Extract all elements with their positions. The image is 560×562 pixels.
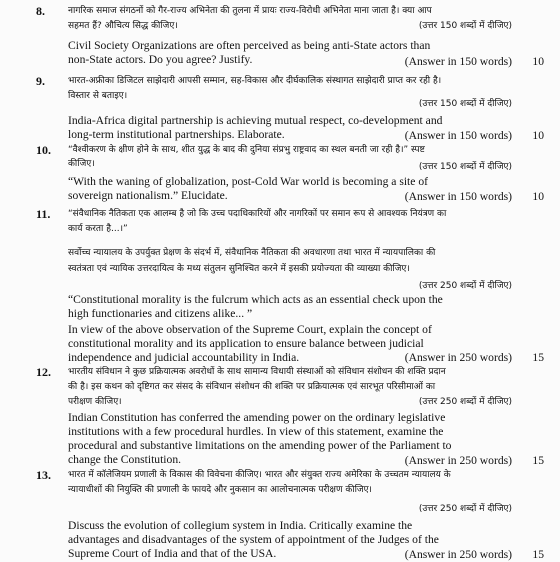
question-hindi-line: “वैश्वीकरण के क्षीण होने के साथ, शीत युद्ध के बाद की दुनिया संप्रभु राष्ट्रवाद का स्थल बनती जा रही है।” स्पष्ट [68,145,425,155]
hindi-word-limit: (उत्तर 150 शब्दों में दीजिए) [418,162,512,172]
english-word-limit: (Answer in 250 words) [404,454,512,467]
question-hindi-line: कीजिए। [68,159,95,169]
marks: 10 [532,129,544,142]
question-english-line: constitutional morality and its application to ensure balance between judicial [68,337,424,350]
question-english-line: Civil Society Organizations are often perceived as being anti-State actors than [68,39,431,52]
question-english-quote-line: high functionaries and citizens alike... ” [68,307,253,320]
question-english-line: advantages and disadvantages of the system of appointment of the Judges of the [68,533,439,546]
question-hindi-line: विस्तार से बताइए। [68,91,128,101]
english-word-limit: (Answer in 150 words) [404,129,512,142]
question-english-line: procedural and substantive limitations on the amending power of the Parliament to [68,439,452,452]
english-word-limit: (Answer in 250 words) [404,548,512,561]
question-hindi-line: की है। इस कथन को दृष्टिगत कर संसद के संविधान संशोधन की शक्ति पर प्रक्रियात्मक एवं सारभूत परिसीमाओं का [68,382,436,392]
question-hindi-line: सर्वोच्च न्यायालय के उपर्युक्त प्रेक्षण के संदर्भ में, संवैधानिक नैतिकता की अवधारणा तथा भारत में न्यायपालिका की [68,248,436,258]
question-english-line: In view of the above observation of the Supreme Court, explain the concept of [68,323,432,336]
question-hindi-line: भारतीय संविधान ने कुछ प्रक्रियात्मक अवरोधों के साथ सामान्य विधायी संस्थाओं को संविधान संशोधन की शक्ति प्रदान [68,367,446,377]
question-hindi-quote-line: “संवैधानिक नैतिकता एक आलम्ब है जो कि उच्च पदाधिकारियों और नागरिकों पर समान रूप से आवश्यक नियंत्रण का [68,209,447,219]
question-hindi-line: परीक्षण कीजिए। [68,397,122,407]
marks: 15 [532,454,544,467]
question-english-line: long-term institutional partnerships. Elaborate. [68,128,285,141]
question-hindi-line: भारत में कॉलेजियम प्रणाली के विकास की विवेचना कीजिए। भारत और संयुक्त राज्य अमेरिका के उच्चतम न्यायालय के [68,470,451,480]
english-word-limit: (Answer in 150 words) [404,190,512,203]
question-number: 13. [36,468,51,482]
hindi-word-limit: (उत्तर 150 शब्दों में दीजिए) [418,21,512,31]
marks: 10 [532,55,544,68]
hindi-word-limit: (उत्तर 250 शब्दों में दीजिए) [418,397,512,407]
question-english-line: India-Africa digital partnership is achieving mutual respect, co-development and [68,114,443,127]
marks: 10 [532,190,544,203]
question-hindi-quote-line: कार्य करता है...।” [68,224,128,234]
question-hindi-line: भारत-अफ्रीका डिजिटल साझेदारी आपसी सम्मान, सह-विकास और दीर्घकालिक संस्थागत साझेदारी प्राप्त कर रही है। [68,76,442,86]
question-english-line: non-State actors. Do you agree? Justify. [68,53,253,66]
question-english-line: “With the waning of globalization, post-Cold War world is becoming a site of [68,175,428,188]
question-english-line: Discuss the evolution of collegium system in India. Critically examine the [68,519,413,532]
marks: 15 [532,548,544,561]
question-number: 9. [36,74,45,88]
question-english-line: independence and judicial accountability in India. [68,351,300,364]
question-english-line: Supreme Court of India and that of the USA. [68,547,277,560]
question-hindi-line: स्वतंत्रता एवं न्यायिक उत्तरदायित्व के मध्य संतुलन सुनिश्चित करने में इसकी प्रयोज्यता की व्याख्या कीजिए। [68,264,410,274]
hindi-word-limit: (उत्तर 250 शब्दों में दीजिए) [418,281,512,291]
english-word-limit: (Answer in 250 words) [404,351,512,364]
hindi-word-limit: (उत्तर 250 शब्दों में दीजिए) [418,504,512,514]
question-number: 8. [36,4,45,18]
question-english-quote-line: “Constitutional morality is the fulcrum which acts as an essential check upon the [68,293,443,306]
question-hindi-line: सहमत हैं? औचित्य सिद्ध कीजिए। [68,21,178,31]
question-number: 12. [36,365,51,379]
question-hindi-line: न्यायाधीशों की नियुक्ति की प्रणाली के फायदे और नुकसान का आलोचनात्मक परीक्षण कीजिए। [68,485,372,495]
marks: 15 [532,351,544,364]
question-number: 11. [36,207,51,221]
question-english-line: Indian Constitution has conferred the amending power on the ordinary legislative [68,411,446,424]
question-hindi-line: नागरिक समाज संगठनों को गैर-राज्य अभिनेता की तुलना में प्रायः राज्य-विरोधी अभिनेता माना जाता है। क्या आप [68,6,432,16]
question-english-line: change the Constitution. [68,453,182,466]
hindi-word-limit: (उत्तर 150 शब्दों में दीजिए) [418,99,512,109]
question-english-line: institutions with a few procedural hurdles. In view of this statement, examine the [68,425,444,438]
question-english-line: sovereign nationalism.” Elucidate. [68,189,228,202]
english-word-limit: (Answer in 150 words) [404,55,512,68]
question-number: 10. [36,143,51,157]
